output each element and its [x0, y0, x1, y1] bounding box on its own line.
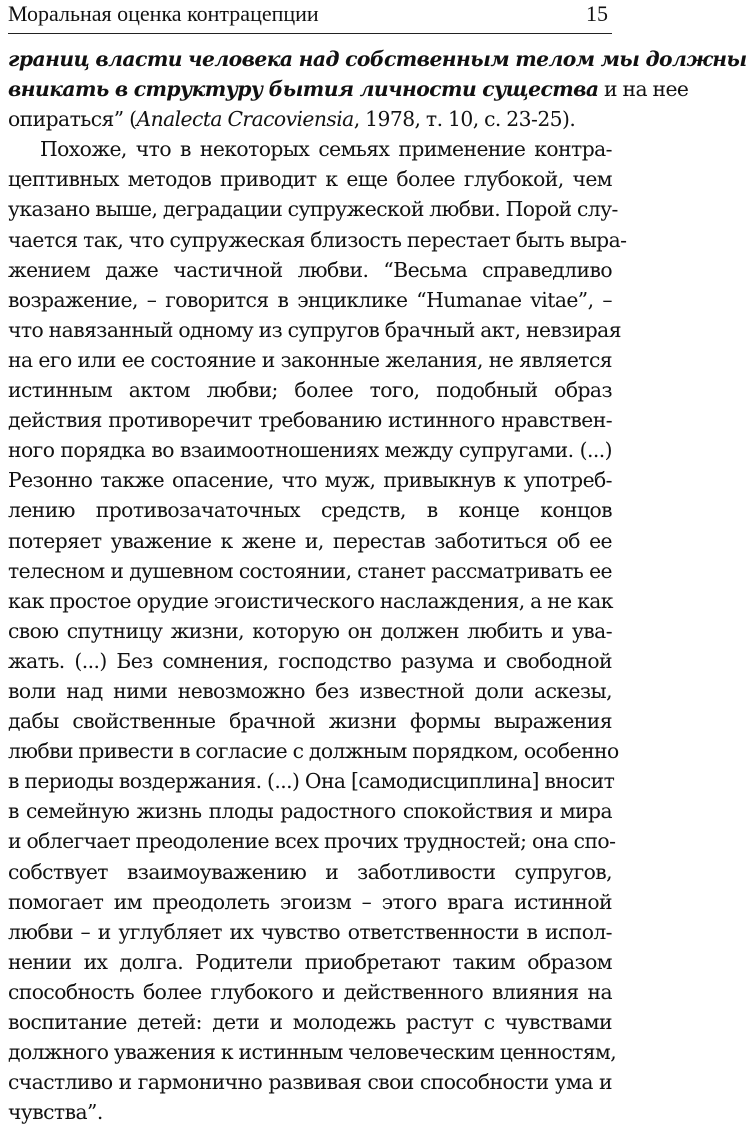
body-text [8, 44, 747, 1127]
text-line: любви привести в согласие с должным порядком, особенно [8, 739, 619, 764]
text-run: , 1978, т. 10, с. 23-25). [353, 107, 576, 132]
running-head [8, 0, 612, 34]
text-line: что навязанный одному из супругов брачный акт, невзирая [8, 317, 621, 342]
text-line-3 [8, 104, 612, 134]
text-line: дабы свойственные брачной жизни формы выражения [8, 709, 612, 734]
text-line: помогает им преодолеть эгоизм – этого врага истинной [8, 889, 612, 914]
running-title: Моральная оценка контрацепции [8, 1, 319, 26]
text-line: действия противоречит требованию истинного нравствен- [8, 408, 612, 433]
text-line: чувства”. [8, 1100, 103, 1125]
text-line: цептивных методов приводит к еще более глубокой, чем [8, 167, 612, 192]
emphasis-text: вникать в структуру бытия личности существа [8, 77, 599, 102]
page-number: 15 [586, 1, 608, 26]
text-line: потеряет уважение к жене и, перестав заботиться об ее [8, 528, 612, 553]
text-line: лению противозачаточных средств, в конце концов [8, 498, 612, 523]
journal-title: Analecta Cracoviensia [136, 107, 354, 132]
text-line: свою спутницу жизни, которую он должен любить и ува- [8, 618, 612, 643]
text-line: Резонно также опасение, что муж, привыкнув к употреб- [8, 468, 612, 493]
text-line: счастливо и гармонично развивая свои способности ума и [8, 1070, 612, 1095]
text-line: чается так, что супружеская близость перестает быть выра- [8, 227, 627, 252]
text-line: возражение, – говорится в энциклике “Humanae vitae”, – [8, 287, 612, 312]
text-line: телесном и душевном состоянии, станет рассматривать ее [8, 558, 612, 583]
text-line: нении их долга. Родители приобретают таким образом [8, 949, 612, 974]
text-line: жать. (...) Без сомнения, господство разума и свободной [8, 648, 612, 673]
text-line: истинным актом любви; более того, подобный образ [8, 378, 612, 403]
text-line: на его или ее состояние и законные желания, не является [8, 347, 612, 372]
text-line-1 [8, 44, 747, 74]
text-line: и облегчает преодоление всех прочих трудностей; она спо- [8, 829, 616, 854]
text-line: в периоды воздержания. (...) Она [самодисциплина] вносит [8, 769, 615, 794]
text-run: опираться” ( [8, 107, 137, 132]
text-line: должного уважения к истинным человеческим ценностям, [8, 1040, 617, 1065]
text-line: способность более глубокого и действенного влияния на [8, 979, 612, 1004]
emphasis-text: границ власти человека над собственным телом мы должны [8, 47, 747, 71]
text-line: как простое орудие эгоистического наслаждения, а не как [8, 588, 613, 613]
text-line: воли над ними невозможно без известной доли аскезы, [8, 678, 612, 703]
text-line: ного порядка во взаимоотношениях между супругами. (...) [8, 438, 612, 463]
text-line: Похоже, что в некоторых семьях применение контра- [40, 137, 612, 162]
text-line: указано выше, деградации супружеской любви. Порой слу- [8, 197, 618, 222]
text-run: и на нее [598, 77, 689, 102]
text-line: жением даже частичной любви. “Весьма справедливо [8, 257, 612, 282]
text-line: собствует взаимоуважению и заботливости супругов, [8, 859, 612, 884]
text-line: любви – и углубляет их чувство ответственности в испол- [8, 919, 612, 944]
text-line-2 [8, 74, 689, 104]
text-line: воспитание детей: дети и молодежь растут с чувствами [8, 1010, 612, 1034]
text-line: в семейную жизнь плоды радостного спокойствия и мира [8, 799, 612, 824]
book-page [8, 0, 747, 1125]
